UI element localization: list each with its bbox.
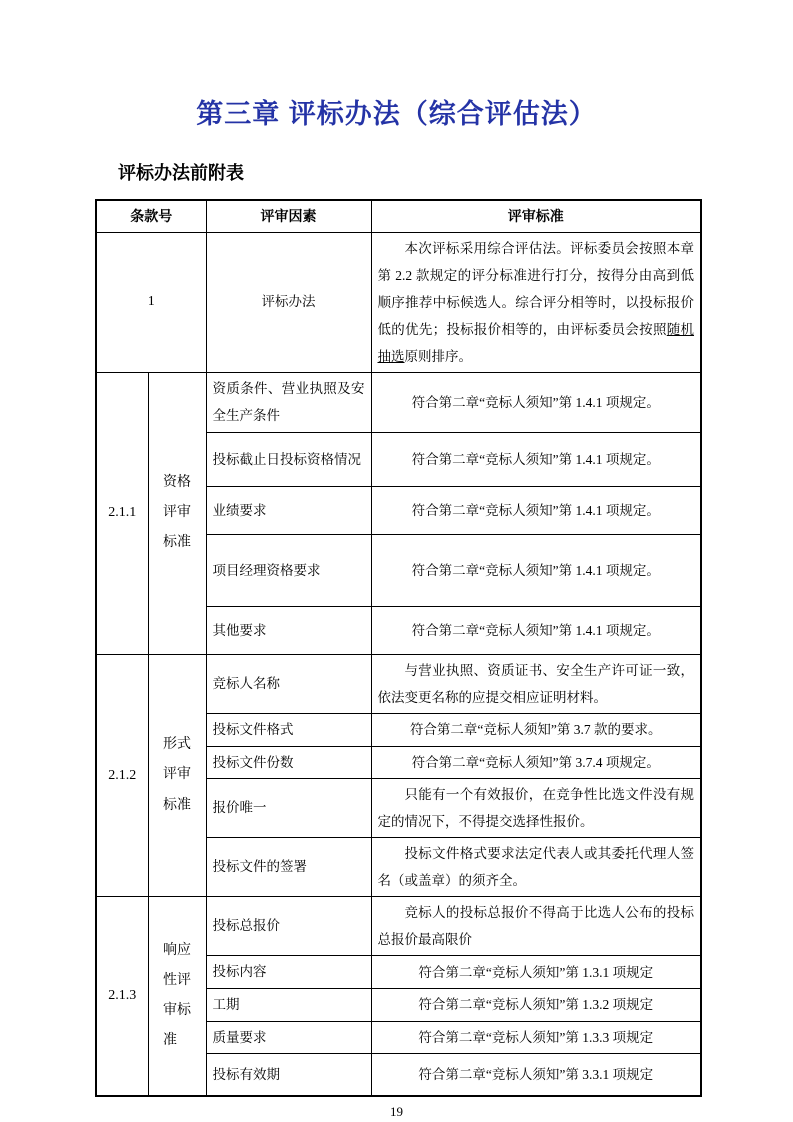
factor-cell: 质量要求 [206, 1021, 371, 1054]
factor-cell: 投标有效期 [206, 1054, 371, 1096]
standard-cell: 符合第二章“竞标人须知”第 1.4.1 项规定。 [371, 486, 701, 534]
clause-cell: 2.1.1 [96, 372, 148, 654]
category-cell [148, 372, 206, 654]
chapter-title: 第三章 评标办法（综合评估法） [196, 99, 597, 129]
standard-cell: 符合第二章“竞标人须知”第 3.7 款的要求。 [371, 713, 701, 746]
category-vertical-label: 响应性评审标准 [163, 942, 191, 1049]
standard-cell: 竞标人的投标总报价不得高于比选人公布的投标总报价最高限价 [371, 897, 701, 956]
standard-cell: 符合第二章“竞标人须知”第 1.4.1 项规定。 [371, 534, 701, 606]
standard-cell: 符合第二章“竞标人须知”第 3.7.4 项规定。 [371, 746, 701, 779]
header-standard: 评审标准 [371, 200, 701, 232]
clause-cell: 2.1.3 [96, 897, 148, 1096]
factor-cell: 工期 [206, 988, 371, 1021]
table-row [96, 654, 701, 713]
standard-underlined-text: 随机抽选 [377, 321, 695, 364]
factor-cell: 投标文件的签署 [206, 838, 371, 897]
table-row [96, 372, 701, 432]
standard-cell: 符合第二章“竞标人须知”第 1.3.3 项规定 [371, 1021, 701, 1054]
pre-table-heading: 评标办法前附表 [118, 163, 244, 183]
standard-cell: 投标文件格式要求法定代表人或其委托代理人签名（或盖章）的须齐全。 [371, 838, 701, 897]
category-vertical-label: 资格评审标准 [163, 475, 191, 551]
standard-cell [371, 232, 701, 372]
evaluation-table [95, 199, 702, 1097]
factor-cell: 资质条件、营业执照及安全生产条件 [206, 372, 371, 432]
factor-cell: 评标办法 [206, 232, 371, 372]
standard-cell: 与营业执照、资质证书、安全生产许可证一致，依法变更名称的应提交相应证明材料。 [371, 654, 701, 713]
factor-cell: 投标截止日投标资格情况 [206, 432, 371, 486]
factor-cell: 业绩要求 [206, 486, 371, 534]
standard-cell: 符合第二章“竞标人须知”第 1.4.1 项规定。 [371, 606, 701, 654]
factor-cell: 竞标人名称 [206, 654, 371, 713]
clause-cell: 1 [96, 232, 206, 372]
page-number: 19 [390, 1103, 403, 1119]
table-row [96, 897, 701, 956]
standard-text: 本次评标采用综合评估法。评标委员会按照本章第 2.2 款规定的评分标准进行打分，按得分由高到低顺序推荐中标候选人。综合评分相等时，以投标报价低的优先；投标报价相等的，由评标委员会按照 [377, 240, 694, 337]
factor-cell: 投标总报价 [206, 897, 371, 956]
factor-cell: 项目经理资格要求 [206, 534, 371, 606]
factor-cell: 其他要求 [206, 606, 371, 654]
clause-cell: 2.1.2 [96, 654, 148, 896]
standard-text: 原则排序。 [404, 348, 472, 364]
standard-cell: 符合第二章“竞标人须知”第 1.3.1 项规定 [371, 956, 701, 989]
table-header-row [96, 200, 701, 232]
category-vertical-label: 形式评审标准 [163, 737, 191, 813]
standard-cell: 只能有一个有效报价，在竞争性比选文件没有规定的情况下，不得提交选择性报价。 [371, 779, 701, 838]
standard-cell: 符合第二章“竞标人须知”第 1.3.2 项规定 [371, 988, 701, 1021]
factor-cell: 投标文件份数 [206, 746, 371, 779]
category-cell [148, 654, 206, 896]
header-factor: 评审因素 [206, 200, 371, 232]
standard-cell: 符合第二章“竞标人须知”第 1.4.1 项规定。 [371, 372, 701, 432]
header-clause: 条款号 [96, 200, 206, 232]
factor-cell: 报价唯一 [206, 779, 371, 838]
standard-cell: 符合第二章“竞标人须知”第 3.3.1 项规定 [371, 1054, 701, 1096]
category-cell [148, 897, 206, 1096]
table-row [96, 232, 701, 372]
factor-cell: 投标文件格式 [206, 713, 371, 746]
standard-cell: 符合第二章“竞标人须知”第 1.4.1 项规定。 [371, 432, 701, 486]
factor-cell: 投标内容 [206, 956, 371, 989]
